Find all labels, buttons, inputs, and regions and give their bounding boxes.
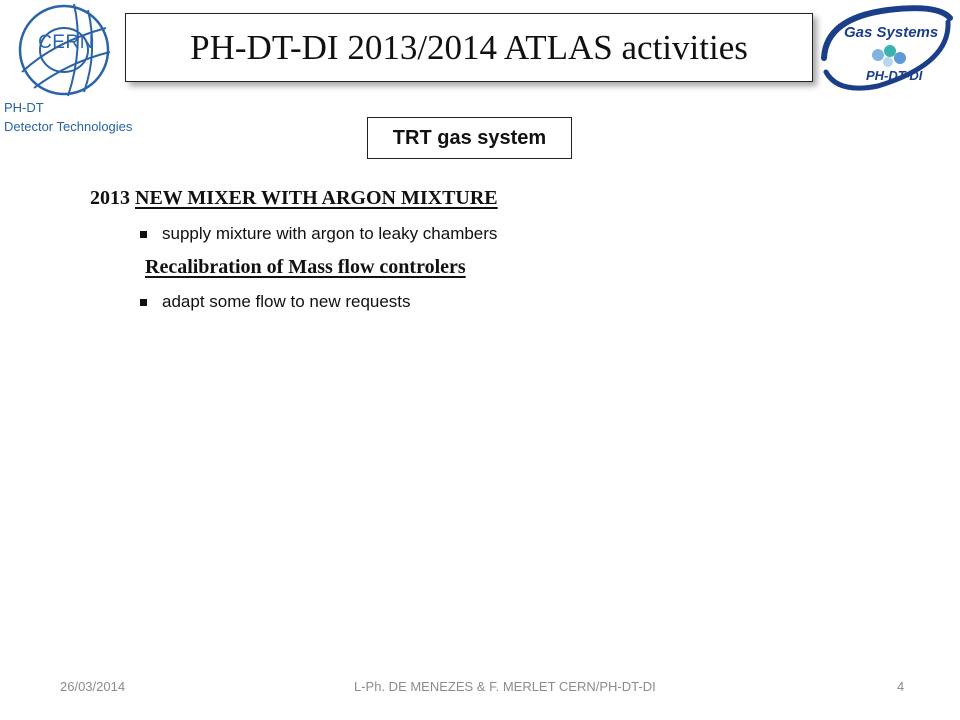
- slide-title-box: [125, 13, 813, 82]
- gas-systems-title: Gas Systems: [844, 24, 939, 41]
- bullet-square-icon: [140, 299, 147, 306]
- cern-wordmark: CERN: [38, 32, 94, 53]
- section-subtitle-box: [367, 117, 572, 159]
- section-heading-recalibration: [145, 256, 466, 279]
- bullet-item: [140, 292, 411, 312]
- slide-title: PH-DT-DI 2013/2014 ATLAS activities: [190, 27, 748, 67]
- footer-author: L-Ph. DE MENEZES & F. MERLET CERN/PH-DT-DI: [354, 679, 656, 694]
- footer-page-number: 4: [897, 679, 905, 694]
- section-heading-text: Recalibration of Mass flow controlers: [145, 256, 466, 278]
- gas-systems-logo: [818, 2, 956, 94]
- section-heading-text: NEW MIXER WITH ARGON MIXTURE: [135, 187, 498, 209]
- footer-date: 26/03/2014: [60, 679, 126, 694]
- cern-logo: [4, 2, 134, 142]
- section-heading-year: 2013: [90, 187, 135, 209]
- bullet-text: supply mixture with argon to leaky chambers: [162, 224, 498, 243]
- section-subtitle: TRT gas system: [392, 126, 547, 149]
- cern-group-label: Detector Technologies: [4, 119, 133, 134]
- cern-dept-label: PH-DT: [4, 100, 44, 115]
- bullet-square-icon: [140, 231, 147, 238]
- section-heading-2013: [90, 187, 498, 210]
- bullet-item: [140, 224, 497, 244]
- bullet-text: adapt some flow to new requests: [162, 292, 411, 311]
- gas-systems-subtitle: PH-DT-DI: [866, 68, 923, 83]
